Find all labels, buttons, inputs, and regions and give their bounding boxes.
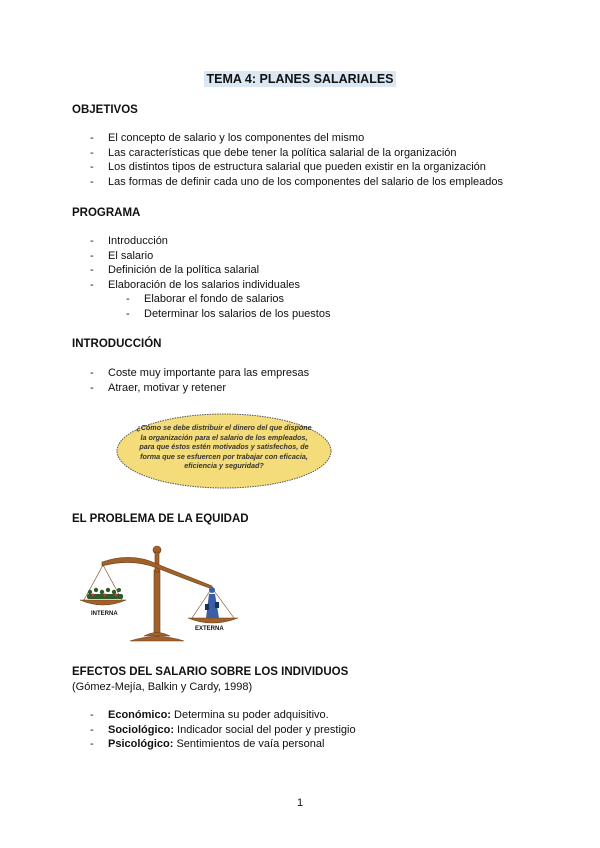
list-item: - Elaborar el fondo de salarios	[126, 293, 285, 305]
list-item: - Introducción	[90, 235, 168, 247]
document-title: TEMA 4: PLANES SALARIALES	[206, 72, 394, 86]
label-interna: INTERNA	[91, 611, 118, 617]
programa-sublist	[126, 292, 331, 321]
list-item: - Definición de la política salarial	[90, 264, 260, 277]
list-item: - Atraer, motivar y retener	[90, 381, 226, 394]
list-item: - El concepto de salario y los componentes del mismo	[90, 132, 365, 144]
list-item: - Económico: Determina su poder adquisitivo.	[90, 709, 329, 721]
list-item: - Determinar los salarios de los puestos	[126, 307, 331, 320]
list-item: - Coste muy importante para las empresas	[90, 367, 310, 379]
list-item: - Sociológico: Indicador social del poder y prestigio	[90, 723, 356, 736]
efectos-heading: EFECTOS DEL SALARIO SOBRE LOS INDIVIDUOS	[72, 666, 349, 678]
introduccion-heading: INTRODUCCIÓN	[72, 338, 162, 350]
list-item: - El salario	[90, 249, 154, 262]
list-item: - Elaboración de los salarios individuales	[90, 278, 301, 291]
page-number: 1	[296, 797, 304, 809]
programa-heading: PROGRAMA	[72, 207, 141, 219]
objetivos-list	[90, 131, 504, 189]
efectos-citation: (Gómez-Mejía, Balkin y Cardy, 1998)	[72, 681, 253, 693]
list-item: - Psicológico: Sentimientos de vaía personal	[90, 738, 325, 751]
oval-question-text: ¿Cómo se debe distribuir el dinero del que dispone la organización para el salario de los empleados, para que éstos estén motivados y satisfechos, de forma que se esfuercen por trabajar con eficacia, eficiencia y seguridad?	[136, 423, 312, 471]
equidad-heading: EL PROBLEMA DE LA EQUIDAD	[72, 513, 249, 525]
list-item: - Las formas de definir cada uno de los componentes del salario de los empleados	[90, 175, 504, 188]
programa-list	[90, 234, 301, 292]
efectos-list	[90, 708, 356, 752]
list-item: - Los distintos tipos de estructura salarial que pueden existir en la organización	[90, 161, 486, 174]
label-externa: EXTERNA	[195, 626, 224, 632]
introduccion-list	[90, 366, 310, 395]
objetivos-heading: OBJETIVOS	[72, 104, 138, 116]
list-item: - Las características que debe tener la política salarial de la organización	[90, 146, 457, 159]
